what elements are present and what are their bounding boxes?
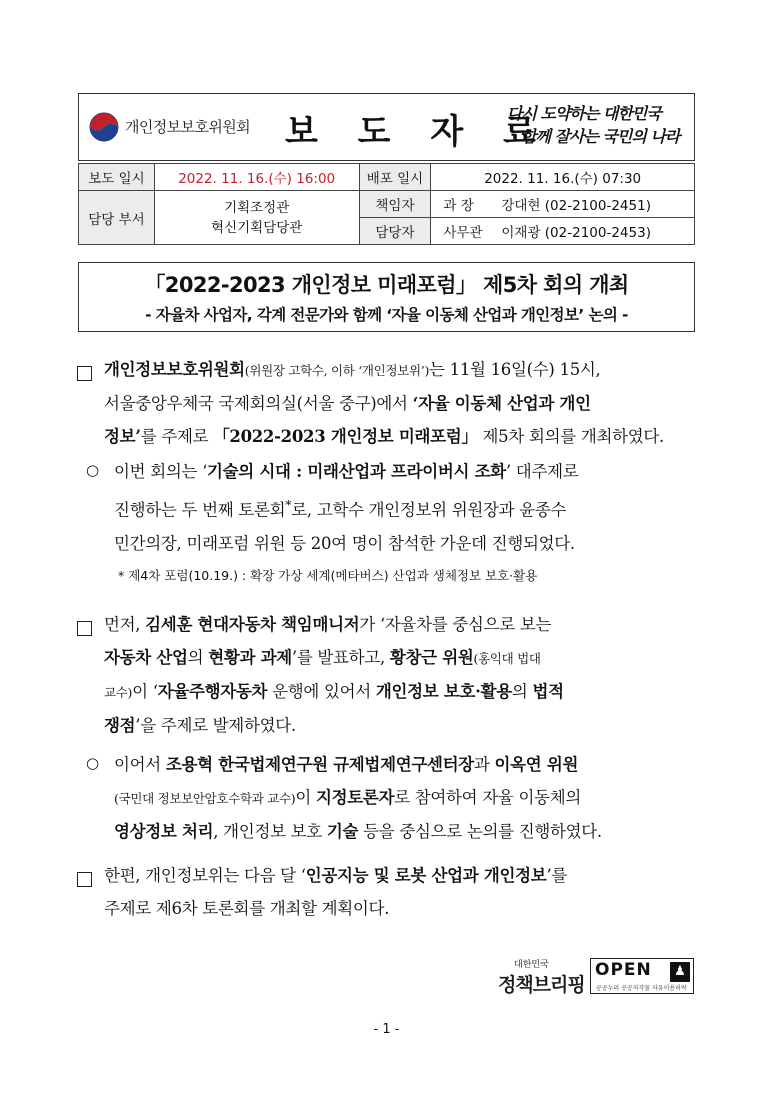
text: ’을 주제로 발제하였다.	[135, 716, 296, 735]
text: 과	[473, 755, 495, 774]
text: 이	[295, 788, 316, 807]
text: 의	[511, 682, 533, 701]
press-release-header	[78, 93, 695, 161]
slogan-line-1: 다시 도약하는 대한민국	[507, 104, 661, 123]
text-bold: 「2022-2023 개인정보 미래포럼」	[213, 427, 478, 446]
paragraph-1-line-2	[104, 387, 696, 420]
paragraph-2-line-3	[104, 675, 696, 709]
text-bold: 이옥연 위원	[494, 755, 579, 774]
text: 제5차 회의를 개최하였다.	[477, 427, 664, 446]
text: 의	[187, 648, 209, 667]
text: ’ 대주제로	[505, 462, 579, 481]
release-info-table	[78, 163, 695, 245]
text-bold: 정보’	[104, 427, 141, 446]
text-small: (위원장 고학수, 이하 ‘개인정보위’)	[244, 363, 430, 378]
open-license-badge	[590, 958, 694, 994]
text-bold: 법적	[532, 682, 564, 701]
paragraph-2-detail-line-3	[114, 815, 696, 848]
paragraph-2-line-4	[104, 709, 696, 742]
staff-value	[431, 218, 695, 245]
release-time-label: 보도 일시	[79, 164, 155, 191]
document-type-title: 보 도 자 료	[285, 112, 550, 152]
briefing-logo-text: 정책브리핑	[498, 974, 585, 996]
department-line-2: 혁신기획담당관	[211, 219, 303, 236]
text: ’를	[546, 866, 568, 885]
text-small: (국민대 정보보안암호수학과 교수)	[114, 791, 296, 806]
paragraph-2-detail	[114, 748, 696, 848]
staff-label: 담당자	[359, 218, 431, 245]
bullet-circle-icon: ○	[86, 754, 100, 772]
paragraph-2-detail-line-2	[114, 781, 696, 815]
paragraph-2-line-2	[104, 641, 696, 675]
text: , 개인정보 보호	[213, 822, 327, 841]
text-bold: 지정토론자	[315, 788, 395, 807]
paragraph-1	[104, 353, 696, 453]
text-bold: 김세훈 현대자동차 책임매니저	[145, 615, 360, 634]
release-time-row	[79, 164, 695, 191]
text: 서울중앙우체국 국제회의실(서울 중구)에서	[104, 394, 413, 413]
organization-name: 개인정보보호위원회	[125, 118, 251, 136]
government-slogan	[507, 102, 692, 148]
department-value	[154, 191, 359, 245]
open-license-word: OPEN	[595, 960, 652, 980]
text-bold: 개인정보 보호·활용	[375, 682, 512, 701]
text-bold: 조용혁 한국법제연구원 규제법제연구센터장	[165, 755, 474, 774]
text: 이 ‘	[132, 682, 158, 701]
text: 한편, 개인정보위는 다음 달 ‘	[104, 866, 306, 885]
text: ’를 발표하고,	[291, 648, 390, 667]
responsible-value	[431, 191, 695, 218]
paragraph-2	[104, 608, 696, 742]
footnote-marker: *	[285, 497, 292, 512]
bullet-circle-icon: ○	[86, 461, 100, 479]
text: 먼저,	[104, 615, 146, 634]
text: 이어서	[114, 755, 166, 774]
headline-subtitle: - 자율차 사업자, 각계 전문가와 함께 ‘자율 이동체 산업과 개인정보’ 논의 -	[145, 306, 628, 324]
paragraph-1-line-3	[104, 420, 696, 453]
paragraph-1-detail-line-3: 민간의장, 미래포럼 위원 등 20여 명이 참석한 가운데 진행되었다.	[114, 533, 575, 553]
bullet-square-icon	[77, 621, 92, 636]
distribution-time-value: 2022. 11. 16.(수) 07:30	[431, 164, 695, 191]
policy-briefing-logo	[498, 957, 585, 997]
responsible-position: 과 장	[443, 198, 474, 214]
staff-position: 사무관	[443, 225, 483, 241]
release-time-value: 2022. 11. 16.(수) 16:00	[154, 164, 359, 191]
distribution-time-label: 배포 일시	[359, 164, 431, 191]
paragraph-1-detail-line-2	[114, 488, 696, 527]
department-label: 담당 부서	[79, 191, 155, 245]
text: 를 주제로	[140, 427, 214, 446]
text: 는 11월 16일(수) 15시,	[429, 360, 601, 379]
headline-box	[78, 262, 695, 332]
responsible-label: 책임자	[359, 191, 431, 218]
contact-row-1	[79, 191, 695, 218]
text-bold: 쟁점	[104, 716, 136, 735]
text-bold: 기술의 시대 : 미래산업과 프라이버시 조화	[207, 462, 506, 481]
slogan-line-2: 함께 잘사는 국민의 나라	[521, 127, 680, 146]
paragraph-1-line-1	[104, 353, 696, 387]
text: 등을 중심으로 논의를 진행하였다.	[358, 822, 602, 841]
text-bold: ‘자율 이동체 산업과 개인	[412, 394, 591, 413]
responsible-contact: 강대현 (02-2100-2451)	[501, 198, 651, 214]
text-bold: 자율주행자동차	[157, 682, 268, 701]
text: 운행에 있어서	[267, 682, 376, 701]
paragraph-3-line-2: 주제로 제6차 토론회를 개최할 계획이다.	[104, 899, 390, 918]
bullet-square-icon	[77, 366, 92, 381]
staff-contact: 이재광 (02-2100-2453)	[501, 225, 651, 241]
paragraph-1-detail	[114, 455, 696, 560]
headline-title: 「2022-2023 개인정보 미래포럼」 제5차 회의 개최	[144, 273, 629, 297]
text: 로, 고학수 개인정보위 위원장과 윤종수	[291, 500, 567, 520]
footnote: * 제4차 포럼(10.19.) : 확장 가상 세계(메타버스) 산업과 생체정보 보호·활용	[118, 568, 538, 583]
paragraph-3	[104, 859, 696, 925]
paragraph-1-detail-line-1	[114, 455, 696, 488]
text: 진행하는 두 번째 토론회	[114, 500, 286, 520]
text-bold: 영상정보 처리	[114, 822, 214, 841]
government-logo-icon	[89, 112, 119, 142]
text-bold: 자동차 산업	[104, 648, 188, 667]
text-bold: 개인정보보호위원회	[104, 360, 245, 379]
text-bold: 황창근 위원	[389, 648, 474, 667]
paragraph-3-line-1	[104, 859, 696, 892]
open-license-text: 공공누리 공공저작물 자유이용허락	[596, 985, 687, 992]
text: 이번 회의는 ‘	[114, 462, 208, 481]
text-bold: 기술	[326, 822, 359, 841]
page-number: - 1 -	[373, 1022, 400, 1037]
text-bold: 현황과 과제	[208, 648, 292, 667]
paragraph-2-detail-line-1	[114, 748, 696, 781]
department-line-1: 기획조정관	[224, 199, 290, 216]
paragraph-2-line-1	[104, 608, 696, 641]
bullet-square-icon	[77, 872, 92, 887]
briefing-logo-small-text: 대한민국	[514, 960, 549, 970]
text-small: 교수)	[104, 685, 133, 700]
text-small: (홍익대 법대	[473, 651, 541, 666]
text: 로 참여하여 자율 이동체의	[394, 788, 582, 807]
text: 가 ‘자율차를 중심으로 보는	[359, 615, 552, 634]
text-bold: 인공지능 및 로봇 산업과 개인정보	[305, 866, 547, 885]
person-icon: ♟	[670, 962, 690, 982]
